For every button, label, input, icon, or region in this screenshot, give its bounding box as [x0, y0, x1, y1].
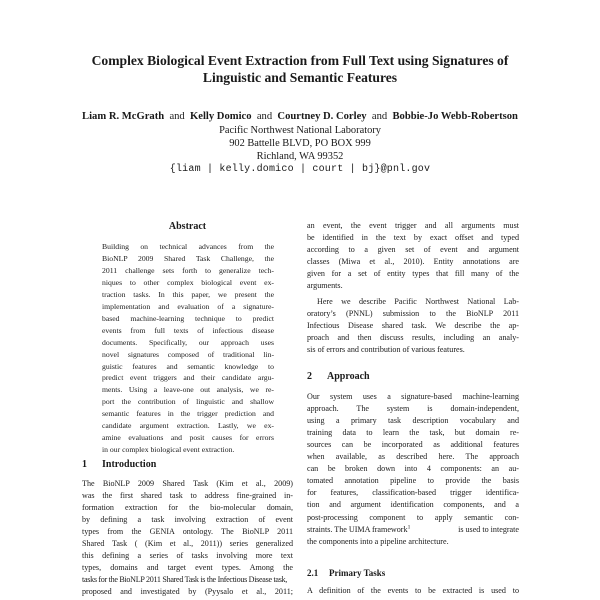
uima-sentence-start: straints. The UIMA framework: [307, 524, 408, 534]
paragraph-line: arguments.: [307, 281, 343, 291]
abstract-heading: Abstract: [168, 221, 207, 232]
section-primary-tasks: [307, 567, 519, 597]
approach-line: using a primary task description vocabulary and: [307, 416, 519, 426]
approach-line: tomated annotation pipeline to provide the basis: [307, 476, 519, 486]
section-number: 2: [307, 371, 312, 382]
approach-line: post-processing component to apply semantic con-: [307, 512, 519, 522]
paragraph-line: proach and then discuss results, including an analy-: [307, 333, 519, 343]
subsection-heading: [307, 567, 519, 579]
abstract-line: ments. Using a leave-one out analysis, we re-: [102, 385, 274, 395]
author-emails: {liam | kelly.domico | court | bj}@pnl.gov: [169, 164, 431, 175]
pnnl-submission-paragraph: [307, 296, 519, 356]
paragraph-line: an event, the event trigger and all arguments must: [307, 221, 519, 230]
intro-line: formation extraction for the bio-molecular domain,: [82, 503, 293, 513]
abstract-line: Building on technical advances from the: [102, 242, 274, 251]
primary-tasks-line: A definition of the events to be extracted is used to: [307, 586, 519, 596]
section-title: Approach: [327, 371, 370, 382]
paragraph-line: classes (Miwa et al., 2010). Entity annotations are: [307, 257, 519, 267]
intro-line: was the first shared task to address fine-grained in-: [82, 491, 293, 501]
approach-line: the components into a pipeline architecture.: [307, 536, 449, 546]
abstract-line: implementation and evaluation of a signature-: [102, 301, 274, 311]
abstract-line: guistic features and semantic knowledge to: [102, 361, 274, 371]
intro-line: types from the GENIA ontology. The BioNLP 2011: [82, 527, 293, 537]
section-title: Introduction: [102, 459, 157, 470]
section-introduction: [82, 459, 293, 599]
abstract-line: BioNLP 2009 Shared Task Challenge, the: [102, 253, 274, 263]
section-heading: [307, 371, 519, 383]
subsection-number: 2.1: [307, 568, 319, 578]
section-approach: [307, 371, 519, 548]
abstract-line: traction tasks. In this paper, we present the: [102, 289, 274, 299]
abstract-line: predict event triggers and their candidate argu-: [102, 373, 274, 383]
intro-line: by defining a task involving extraction of event: [82, 515, 293, 525]
approach-line: training data to learn the task, but domain re-: [307, 428, 519, 438]
author-4: Bobbie-Jo Webb-Robertson: [392, 111, 518, 122]
approach-line: tion and argument identification components, and a: [307, 500, 519, 510]
author-2: Kelly Domico: [190, 111, 252, 122]
author-1: Liam R. McGrath: [82, 111, 165, 122]
author-separator: and: [256, 111, 273, 122]
approach-line: Our system uses a signature-based machine-learning: [307, 392, 519, 402]
intro-line: Shared Task ( (Kim et al., 2011)) series generalized: [82, 539, 293, 549]
affiliation-org: Pacific Northwest National Laboratory: [219, 125, 381, 136]
abstract-line: documents. Specifically, our approach uses: [102, 337, 274, 347]
abstract-body: [102, 241, 274, 456]
abstract-line: niques to other complex biological event ex-: [102, 277, 274, 287]
approach-line: when available, as described here. The approach: [307, 452, 519, 462]
paper-title: [60, 52, 540, 86]
author-separator: and: [371, 111, 388, 122]
abstract-line: port the contribution of linguistic and shallow: [102, 397, 274, 407]
abstract-line: in our complex biological event extraction.: [102, 445, 235, 455]
paragraph-line: sis of errors and contribution of various features.: [307, 345, 465, 355]
intro-line: The BioNLP 2009 Shared Task (Kim et al., 2009): [82, 479, 293, 489]
author-separator: and: [169, 111, 185, 122]
abstract-line: 2011 challenge sets forth to generalize tech-: [102, 265, 274, 275]
approach-line: can be broken down into 4 components: an au-: [307, 464, 519, 474]
abstract-line: amine evaluations and posit causes for errors: [102, 433, 274, 443]
abstract-line: novel signatures composed of traditional lin-: [102, 349, 274, 359]
abstract-line: candidate argument extraction. Lastly, we ex-: [102, 421, 274, 431]
abstract-line: based machine-learning technique to predict: [102, 313, 274, 323]
paragraph-line: Infectious Disease shared task. We describe the ap-: [307, 321, 519, 331]
paragraph-line: given for a set of entity types that fill many of the: [307, 269, 519, 279]
uima-sentence-end: is used to integrate: [458, 524, 519, 534]
approach-line: approach. The system is domain-independent,: [307, 404, 519, 414]
affiliation-city: Richland, WA 99352: [256, 151, 344, 162]
intro-line: this defining a series of tasks involving more text: [82, 551, 293, 561]
title-line-2: Linguistic and Semantic Features: [202, 70, 398, 85]
intro-line: proposed and investigated by (Pyysalo et al., 2011;: [82, 587, 293, 597]
title-line-1: Complex Biological Event Extraction from Full Text using Signatures of: [91, 53, 509, 68]
intro-line: types, domains and target event types. Among the: [82, 563, 293, 573]
author-3: Courtney D. Corley: [277, 111, 367, 122]
affiliation-address: 902 Battelle BLVD, PO BOX 999: [229, 138, 371, 149]
right-column-continuation: [307, 220, 519, 292]
approach-line: [307, 524, 519, 536]
paragraph-line: be identified in the text by exact offset and typed: [307, 233, 519, 243]
subsection-title: Primary Tasks: [329, 568, 386, 578]
author-list: [40, 110, 560, 124]
abstract-line: events from full texts of infectious disease: [102, 325, 274, 335]
section-number: 1: [82, 459, 87, 470]
intro-line: tasks for the BioNLP 2011 Shared Task is the Infectious Disease task,: [82, 575, 288, 585]
footnote-marker: 1: [407, 523, 411, 530]
paragraph-line: according to a given set of event and argument: [307, 245, 519, 255]
paragraph-line: oratory’s (PNNL) submission to the BioNLP 2011: [307, 309, 519, 319]
section-heading: [82, 459, 293, 471]
approach-line: sources can be incorporated as additional features: [307, 440, 519, 450]
paragraph-line: Here we describe Pacific Northwest National Lab-: [317, 297, 519, 306]
approach-line: for features, classification-based trigger identifica-: [307, 488, 519, 498]
abstract-line: semantic features in the trigger prediction and: [102, 409, 274, 419]
